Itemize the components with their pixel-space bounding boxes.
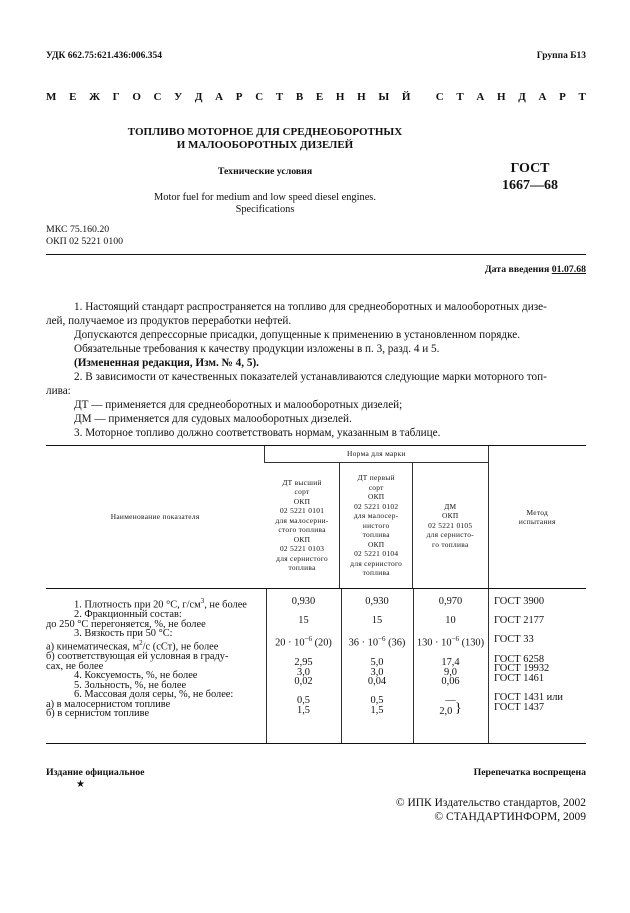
col-dm-header: ДМ ОКП 02 5221 0105 для сернисто- го топлива [413, 462, 489, 588]
banner-letter: А [215, 91, 224, 103]
banner-letter: Д [518, 91, 526, 103]
table-row: 2. Фракционный состав: [74, 609, 182, 621]
star-mark: ★ [76, 779, 85, 790]
banner-letter: Д [194, 91, 203, 103]
english-title: Motor fuel for medium and low speed diesel engines. Specifications [154, 192, 376, 215]
table-row: 4. Коксуемость, %, не более [74, 670, 198, 682]
specification-table-header [46, 446, 586, 588]
document-title: ТОПЛИВО МОТОРНОЕ ДЛЯ СРЕДНЕОБОРОТНЫХ И МАЛООБОРОТНЫХ ДИЗЕЛЕЙ [127, 126, 403, 151]
table-row: 1. Плотность при 20 °С, $г/см^3$, не более [74, 597, 247, 611]
banner-letter: Н [357, 91, 366, 103]
table-header-bottom-rule [46, 588, 586, 589]
table-row: а) кинематическая, $м^2/с$ (сСт), не более [46, 638, 219, 653]
okp-code: ОКП 02 5221 0100 [46, 236, 124, 247]
reprint-notice: Перепечатка воспрещена [473, 767, 586, 778]
brace: } [454, 701, 462, 716]
banner-letter: С [153, 91, 162, 103]
udk-code: УДК 662.75:621.436:006.354 [46, 51, 163, 61]
col-method-header: Метод испытания [488, 446, 586, 588]
table-dt-first-column: 0,930 15 $36 \cdot 10^{-6}$ (36) 5,0 3,0 0,04 0,5 1,5 [348, 596, 406, 716]
table-row: сах, не более [46, 660, 104, 672]
table-row: 3. Вязкость при 50 °С: [74, 628, 173, 640]
clause-text: 1. Настоящий стандарт распространяется на топливо для среднеоборотных и малооборотных дизе- лей, получаемое из продуктов переработки нефтей. Допускаются депрессорные присадки, допущенные к применению в установленном порядке. Обязательные требования к качеству продукции изложены в п. 3, разд. 4 и 5. (Измененная редакция, Изм. № 4, 5). 2. В зависимости от качественных показателей устанавливаются следующие марки моторного топ- лива: ДТ — применяется для среднеоборотных и малооборотных дизелей; ДМ — применяется для судовых малооборотных дизелей. 3. Моторное топливо должно соответствовать нормам, указанным в таблице. [46, 301, 547, 439]
banner-letter: Ж [89, 91, 100, 103]
table-dt-premium-column: 0,930 15 $20 \cdot 10^{-6}$ (20) 2,95 3,0 0,02 0,5 1,5 [275, 596, 332, 716]
col-dt-premium-header: ДТ высший сорт ОКП 02 5221 0101 для малосерни- стого топлива ОКП 02 5221 0103 для сернистого топлива [275, 477, 329, 573]
document-subtitle: Технические условия [217, 166, 313, 177]
banner-letter: В [295, 91, 304, 103]
table-name-column [46, 597, 264, 719]
banner-letter: А [476, 91, 485, 103]
banner-letter: Н [497, 91, 506, 103]
table-row: 5. Зольность, %, не более [74, 679, 187, 691]
classification-codes [46, 224, 123, 248]
banner-letter: Й [401, 91, 411, 103]
col-divider [488, 589, 489, 743]
group-code: Группа Б13 [536, 51, 586, 61]
table-method-column: ГОСТ 3900 ГОСТ 2177 ГОСТ 33 ГОСТ 6258 ГОСТ 19932 ГОСТ 1461 ГОСТ 1431 или ГОСТ 1437 [494, 596, 563, 713]
copyright: © ИПК Издательство стандартов, 2002 © СТАНДАРТИНФОРМ, 2009 [395, 797, 586, 823]
table-row: б) соответствующая ей условная в граду- [46, 650, 229, 662]
banner-letter: О [132, 91, 141, 103]
banner-letter: Т [275, 91, 284, 103]
banner-letter: Ы [378, 91, 390, 103]
norm-header: Норма для марки [265, 446, 488, 462]
introduction-date: Дата введения 01.07.68 [484, 264, 586, 275]
table-row: до 250 °С перегоняется, %, не более [46, 618, 206, 630]
banner-letter: Е [315, 91, 324, 103]
banner-letter: Р [559, 91, 566, 103]
banner-letter: М [46, 91, 57, 103]
banner-letter: Т [456, 91, 464, 103]
mks-code: МКС 75.160.20 [46, 224, 110, 235]
official-edition: Издание официальное [46, 767, 145, 778]
banner-letter: Т [578, 91, 586, 103]
col-dt-first-header: ДТ первый сорт ОКП 02 5221 0102 для малосер- нистого топлива ОКП 02 5221 0104 для сернистого топлива [340, 462, 413, 588]
banner-letter: Н [335, 91, 345, 103]
banner-letter: У [174, 91, 183, 103]
interstate-standard-banner [46, 91, 586, 103]
table-row: 6. Массовая доля серы, %, не более: [74, 689, 234, 701]
banner-letter: С [255, 91, 264, 103]
table-row: б) в сернистом топливе [46, 708, 150, 720]
banner-letter: Г [112, 91, 120, 103]
banner-letter: А [538, 91, 547, 103]
table-dm-column: 0,970 10 $130 \cdot 10^{-6}$ (130) 17,4 9,0 0,06 — 2,0 } [416, 596, 485, 717]
banner-letter: Е [69, 91, 77, 103]
table-row: а) в малосернистом топливе [46, 698, 171, 710]
col-name-header: Наименование показателя [110, 512, 200, 522]
gost-number: ГОСТ 1667—68 [502, 161, 558, 193]
divider [46, 254, 586, 255]
table-bottom-rule [46, 743, 586, 744]
banner-letter: Р [235, 91, 243, 103]
banner-letter: С [435, 91, 444, 103]
